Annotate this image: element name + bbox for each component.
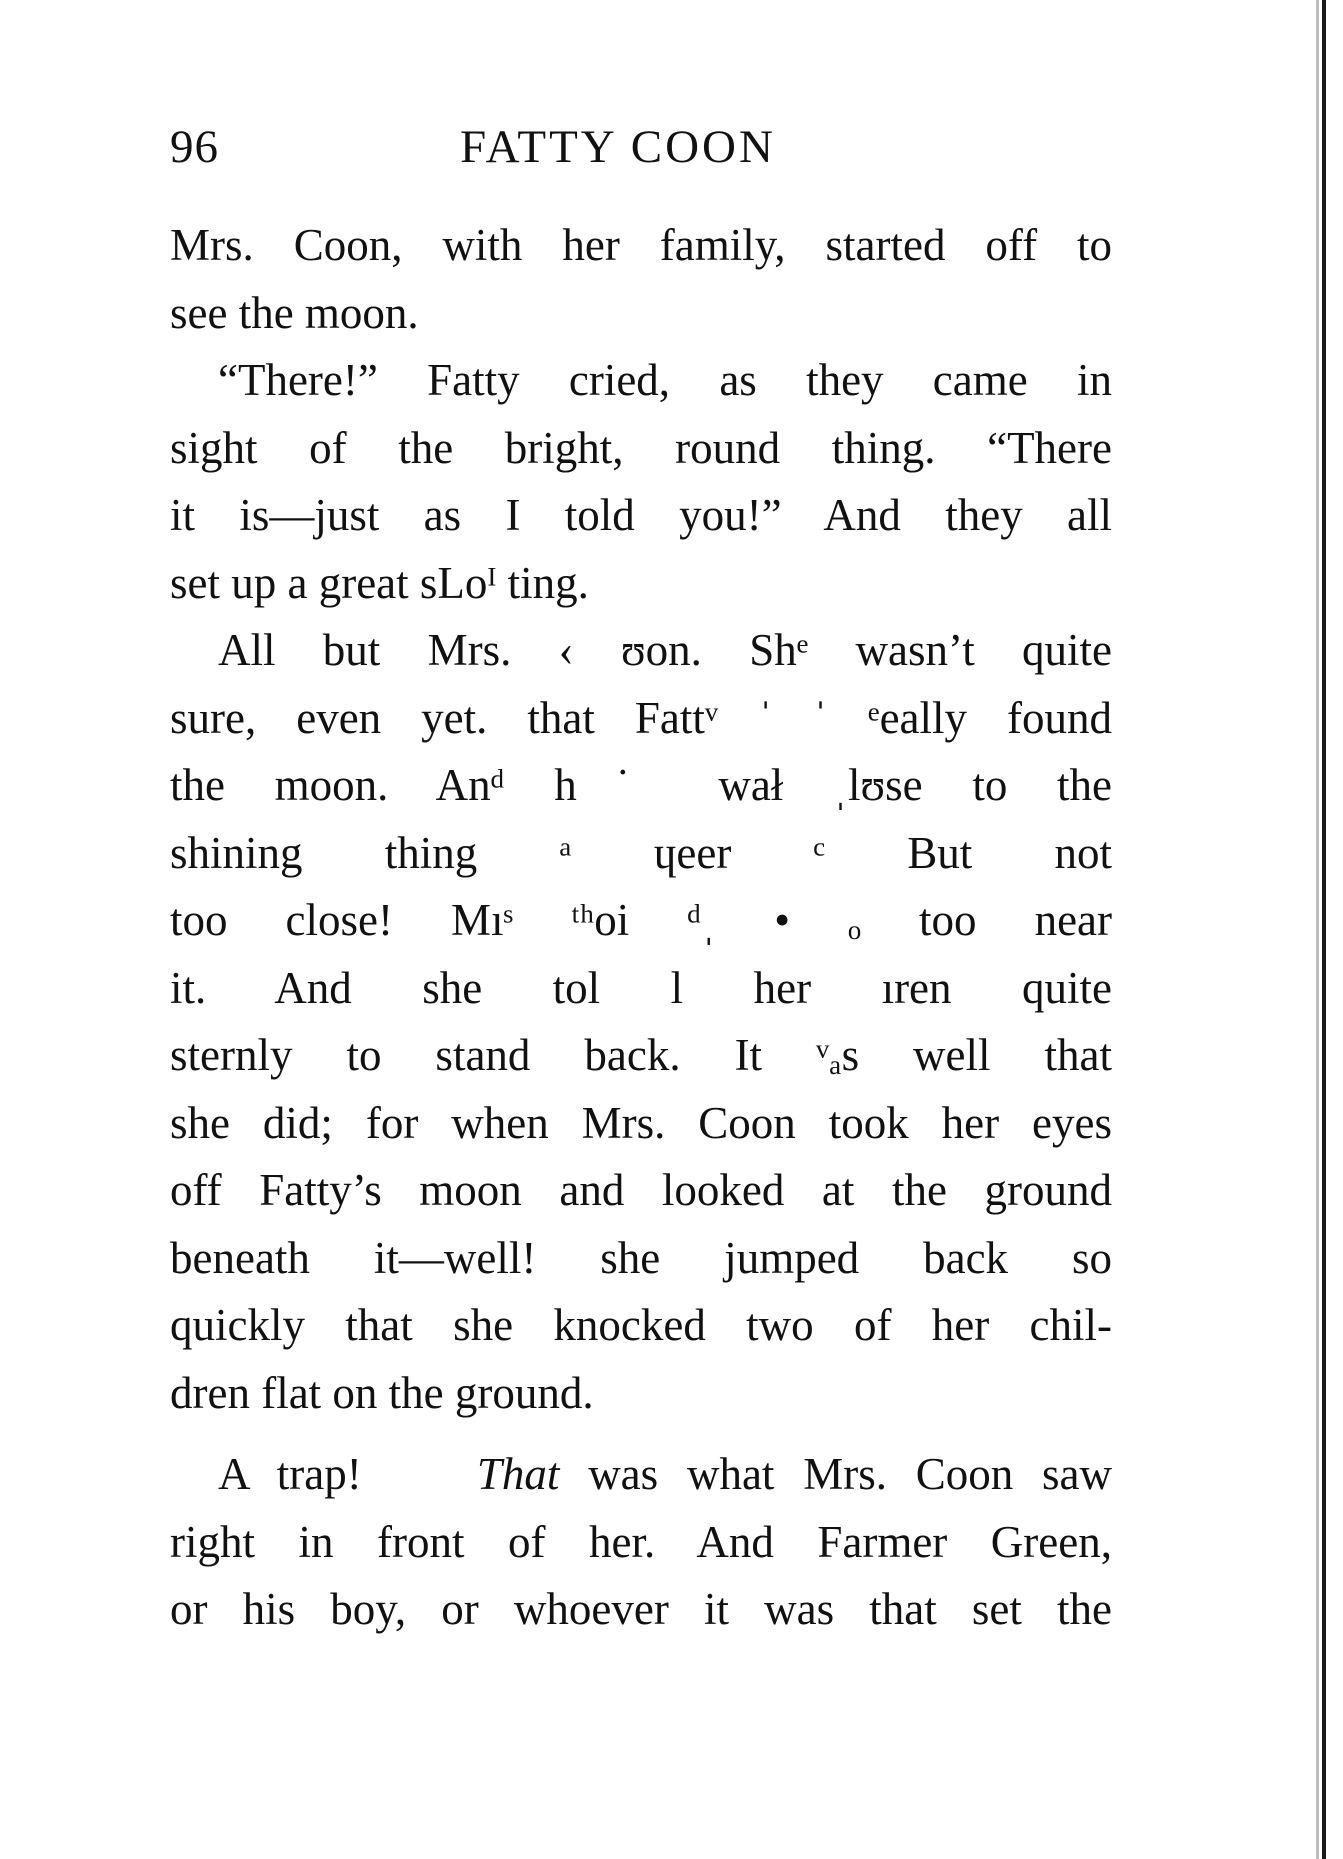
text-line: Mrs. Coon, with her family, started off to [170,220,1112,270]
text-fragment: A trap! [218,1449,362,1499]
text-line: “There!” Fatty cried, as they came in [218,355,1112,405]
text-line [170,1441,1112,1509]
paragraph-3 [170,617,1112,1427]
text-line: off Fatty’s moon and looked at the ground [170,1165,1112,1215]
text-line: quickly that she knocked two of her chil- [170,1300,1112,1350]
text-line: too close! Mıˢ ᵗʰoi ᵈˌ • ₒ too near [170,895,1112,945]
emphasized-word: That [476,1449,560,1499]
paragraph-1 [170,212,1112,347]
paragraph-4 [170,1441,1112,1644]
text-line: the moon. Anᵈ h˙ wał ˌlʊse to the [170,760,1112,810]
text-line: set up a great sLoᴵ ting. [170,557,589,608]
text-line: right in front of her. And Farmer Green, [170,1516,1112,1567]
page-header [170,120,1130,180]
text-line: beneath it—well! she jumped back so [170,1232,1112,1283]
text-line: she did; for when Mrs. Coon took her eyes [170,1097,1112,1148]
text-line: or his boy, or whoever it was that set the [170,1584,1112,1634]
text-line: it is—just as I told you!” And they all [170,490,1112,540]
text-line: sight of the bright, round thing. “There [170,422,1112,473]
text-fragment: was what Mrs. Coon saw [588,1449,1113,1499]
body-text [170,212,1112,1644]
page-gutter-shadow [1316,0,1319,1859]
page-gutter-edge [1322,0,1326,1859]
page-number: 96 [170,121,219,173]
text-line: All but Mrs. ‹ ʊon. Shᵉ wasn’t quite [218,625,1112,675]
text-line: sure, even yet. that Fattᵛ ˈ ˈ ᵉeally found [170,692,1112,743]
text-line: see the moon. [170,287,419,338]
running-head: FATTY COON [460,121,776,173]
text-line: dren flat on the ground. [170,1367,594,1418]
paragraph-2 [170,347,1112,617]
text-line: sternly to stand back. It ᵛₐs well that [170,1030,1112,1080]
text-line: it. And she tol l her ıren quite [170,962,1112,1013]
text-line: shining thing ᵃ ɥeer ᶜ But not [170,827,1112,878]
